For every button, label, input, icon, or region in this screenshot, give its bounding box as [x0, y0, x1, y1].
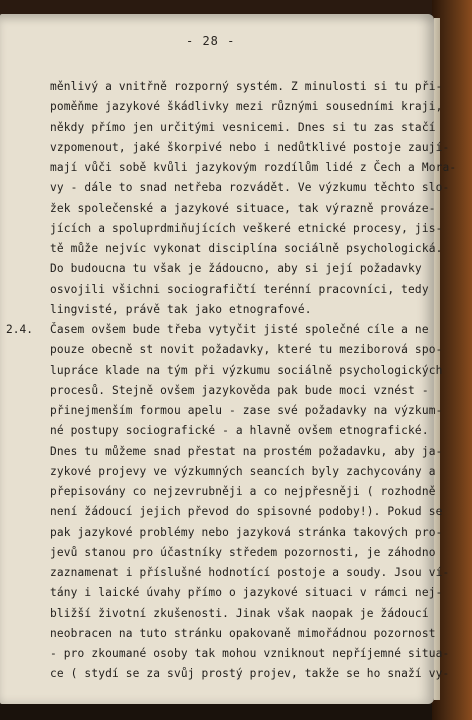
text-line: není žádoucí jejich převod do spisovné podoby!). Pokud se	[50, 505, 443, 519]
text-line: procesů. Stejně ovšem jazykověda pak bude moci vznést -	[50, 383, 429, 397]
text-line: mají vůči sobě kvůli jazykovým rozdílům lidé z Čech a Mora-	[50, 161, 457, 174]
text-line: bližší životní zkušenosti. Jinak však naopak je žádoucí	[50, 606, 429, 620]
text-line: lupráce klade na tým při výzkumu sociálně psychologických	[50, 363, 443, 377]
section-number: 2.4.	[6, 323, 33, 336]
text-line: přepisovány co nejzevrubněji a co nejpřesněji ( rozhodně	[50, 485, 436, 498]
text-line: vy - dále to snad netřeba rozvádět. Ve výzkumu těchto slo-	[50, 181, 450, 195]
document-page	[0, 14, 434, 704]
text-line: jících a spoluprdmiňujících veškeré etnické procesy, jis-	[50, 221, 443, 235]
text-line: lingvisté, právě tak jako etnografové.	[50, 302, 312, 316]
text-line: jevů stanou pro účastníky středem pozornosti, je záhodno	[50, 545, 436, 559]
text-line: - pro zkoumané osoby tak mohou vzniknout nepříjemné situa-	[50, 647, 450, 660]
text-line: přinejmenším formou apelu - zase své požadavky na výzkum-	[50, 404, 443, 417]
text-line: pak jazykové problémy nebo jazyková stránka takových pro-	[50, 525, 443, 539]
text-line: Časem ovšem bude třeba vytyčit jisté společné cíle a ne	[50, 323, 429, 336]
text-line: Dnes tu můžeme snad přestat na prostém požadavku, aby ja-	[50, 444, 443, 458]
text-line: zaznamenat i příslušné hodnotící postoje a soudy. Jsou ví-	[50, 566, 450, 579]
text-line: tány i laické úvahy přímo o jazykové situaci v rámci nej-	[50, 586, 443, 600]
page-number: - 28 -	[186, 34, 236, 48]
text-line: vzpomenout, jaké škorpivé nebo i nedůtklivé postoje zaují-	[50, 140, 450, 154]
text-line: tě může nejvíc vykonat disciplína sociálně psychologická.	[50, 242, 443, 255]
text-line: osvojili všichni sociografičtí terénní pracovníci, tedy	[50, 282, 429, 296]
text-line: někdy přímo jen určitými vesnicemi. Dnes si tu zas stačí	[50, 120, 436, 134]
text-line: poměňme jazykové škádlivky mezi různými sousedními kraji,	[50, 100, 443, 114]
text-line: neobracen na tuto stránku opakovaně mimořádnou pozornost	[50, 626, 436, 640]
text-line: ce ( stydí se za svůj prostý projev, takže se ho snaží vy-	[50, 667, 450, 681]
book-cover-top	[0, 0, 472, 14]
text-line: pouze obecně st novit požadavky, které tu meziborová spo-	[50, 343, 443, 357]
text-line: Do budoucna tu však je žádoucno, aby si její požadavky	[50, 262, 422, 276]
text-line: žek společenské a jazykové situace, tak výrazně provázе-	[50, 201, 436, 215]
text-line: né postupy sociografické - a hlavně ovšem etnografické.	[50, 424, 429, 438]
text-line: měnlivý a vnitřně rozporný systém. Z minulosti si tu při-	[50, 80, 443, 93]
text-line: zykové projevy ve výzkumných seancích byly zachycovány a	[50, 464, 436, 478]
